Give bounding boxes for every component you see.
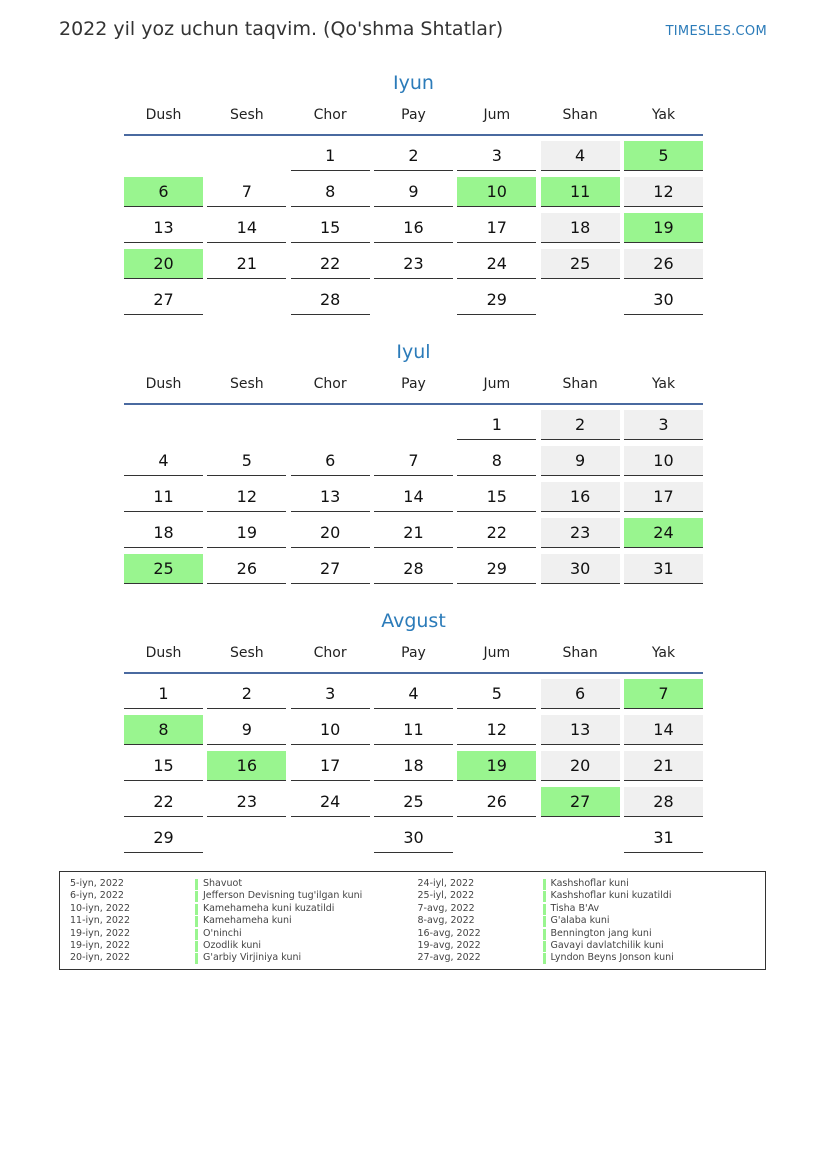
day-cell: 30 bbox=[624, 285, 703, 315]
holiday-name: Tisha B'Av bbox=[550, 902, 600, 914]
day-cell: 3 bbox=[291, 679, 370, 709]
weekday-label: Shan bbox=[562, 376, 598, 392]
weekday-label: Yak bbox=[651, 107, 676, 123]
day-cell: 20 bbox=[541, 751, 620, 781]
weekday-header bbox=[124, 100, 703, 130]
day-cell: 22 bbox=[291, 249, 370, 279]
legend-item bbox=[70, 903, 418, 915]
day-cell: 14 bbox=[374, 482, 453, 512]
weekday-label: Pay bbox=[401, 376, 426, 392]
day-cell: 24 bbox=[291, 787, 370, 817]
weekday-header bbox=[124, 369, 703, 399]
header-divider bbox=[124, 134, 703, 136]
day-cell: 13 bbox=[291, 482, 370, 512]
day-cell: 16 bbox=[541, 482, 620, 512]
day-cell: 14 bbox=[207, 213, 286, 243]
day-cell: 13 bbox=[541, 715, 620, 745]
holiday-name: Shavuot bbox=[203, 878, 243, 889]
day-cell: 13 bbox=[124, 213, 203, 243]
legend-item bbox=[70, 940, 418, 952]
day-cell: 28 bbox=[374, 554, 453, 584]
legend-item bbox=[70, 952, 418, 964]
weekday-header bbox=[124, 638, 703, 668]
holiday-marker bbox=[543, 904, 546, 915]
weekday-label: Dush bbox=[145, 645, 182, 661]
day-cell: 16 bbox=[207, 751, 286, 781]
holiday-marker bbox=[543, 929, 546, 940]
holiday-name: Kamehameha kuni bbox=[203, 915, 292, 927]
day-cell: 1 bbox=[457, 410, 536, 440]
day-cell: 15 bbox=[291, 213, 370, 243]
weekday-label: Yak bbox=[651, 376, 676, 392]
legend-item bbox=[418, 890, 766, 902]
holiday-date: 24-iyl, 2022 bbox=[417, 878, 475, 889]
day-cell: 26 bbox=[457, 787, 536, 817]
legend-item bbox=[418, 878, 766, 890]
legend-item bbox=[70, 915, 418, 927]
holiday-name: Kamehameha kuni kuzatildi bbox=[203, 902, 335, 914]
weekday-label: Chor bbox=[313, 376, 347, 392]
day-cell: 8 bbox=[124, 715, 203, 745]
day-cell: 22 bbox=[457, 518, 536, 548]
header-divider bbox=[124, 403, 703, 405]
day-cell: 10 bbox=[624, 446, 703, 476]
holiday-name: Ozodlik kuni bbox=[203, 939, 261, 951]
day-cell: 23 bbox=[207, 787, 286, 817]
holiday-legend bbox=[59, 871, 766, 970]
day-cell: 12 bbox=[624, 177, 703, 207]
day-cell: 20 bbox=[124, 249, 203, 279]
day-cell: 24 bbox=[624, 518, 703, 548]
holiday-marker bbox=[543, 953, 546, 964]
day-cell: 11 bbox=[541, 177, 620, 207]
day-cell: 17 bbox=[624, 482, 703, 512]
holiday-date: 5-iyn, 2022 bbox=[70, 878, 124, 889]
holiday-date: 7-avg, 2022 bbox=[417, 902, 475, 914]
empty-cell bbox=[374, 410, 453, 440]
month-title: Iyul bbox=[396, 341, 431, 363]
day-cell: 25 bbox=[124, 554, 203, 584]
day-cell: 4 bbox=[124, 446, 203, 476]
day-cell: 18 bbox=[541, 213, 620, 243]
page-title: 2022 yil yoz uchun taqvim. (Qo'shma Shtatlar) bbox=[59, 18, 504, 40]
weekday-label: Pay bbox=[401, 107, 426, 123]
day-cell: 8 bbox=[291, 177, 370, 207]
day-cell: 24 bbox=[457, 249, 536, 279]
holiday-date: 11-iyn, 2022 bbox=[70, 915, 131, 927]
day-grid bbox=[124, 410, 703, 584]
day-cell: 9 bbox=[541, 446, 620, 476]
empty-cell bbox=[207, 410, 286, 440]
day-cell: 30 bbox=[541, 554, 620, 584]
day-cell: 23 bbox=[374, 249, 453, 279]
holiday-name: G'arbiy Virjiniya kuni bbox=[203, 952, 302, 964]
legend-item bbox=[418, 915, 766, 927]
day-cell: 26 bbox=[207, 554, 286, 584]
day-cell: 2 bbox=[374, 141, 453, 171]
legend-item bbox=[418, 952, 766, 964]
day-cell: 12 bbox=[207, 482, 286, 512]
holiday-marker bbox=[195, 941, 198, 952]
day-cell: 4 bbox=[374, 679, 453, 709]
day-cell: 19 bbox=[624, 213, 703, 243]
day-cell: 8 bbox=[457, 446, 536, 476]
day-cell: 10 bbox=[457, 177, 536, 207]
day-cell: 18 bbox=[124, 518, 203, 548]
day-cell: 29 bbox=[124, 823, 203, 853]
holiday-name: O'ninchi bbox=[203, 927, 242, 939]
holiday-date: 27-avg, 2022 bbox=[417, 952, 481, 964]
day-cell: 6 bbox=[124, 177, 203, 207]
weekday-label: Yak bbox=[651, 645, 676, 661]
month-block bbox=[124, 339, 703, 584]
day-cell: 9 bbox=[374, 177, 453, 207]
day-cell: 23 bbox=[541, 518, 620, 548]
weekday-label: Pay bbox=[401, 645, 426, 661]
day-cell: 22 bbox=[124, 787, 203, 817]
day-cell: 7 bbox=[374, 446, 453, 476]
month-block bbox=[124, 608, 703, 853]
holiday-name: Kashshoflar kuni kuzatildi bbox=[550, 890, 672, 902]
holiday-marker bbox=[543, 941, 546, 952]
holiday-marker bbox=[195, 929, 198, 940]
day-cell: 18 bbox=[374, 751, 453, 781]
day-cell: 1 bbox=[291, 141, 370, 171]
day-cell: 27 bbox=[541, 787, 620, 817]
holiday-name: Lyndon Beyns Jonson kuni bbox=[550, 952, 674, 964]
day-cell: 29 bbox=[457, 285, 536, 315]
holiday-date: 16-avg, 2022 bbox=[417, 927, 481, 939]
day-cell: 14 bbox=[624, 715, 703, 745]
day-cell: 12 bbox=[457, 715, 536, 745]
holiday-marker bbox=[543, 891, 546, 902]
day-cell: 19 bbox=[457, 751, 536, 781]
weekday-label: Chor bbox=[313, 645, 347, 661]
legend-item bbox=[70, 878, 418, 890]
holiday-marker bbox=[195, 879, 198, 890]
day-cell: 2 bbox=[541, 410, 620, 440]
day-cell: 9 bbox=[207, 715, 286, 745]
day-cell: 3 bbox=[624, 410, 703, 440]
day-cell: 6 bbox=[291, 446, 370, 476]
day-cell: 7 bbox=[624, 679, 703, 709]
day-cell: 21 bbox=[624, 751, 703, 781]
empty-cell bbox=[207, 141, 286, 171]
day-grid bbox=[124, 679, 703, 853]
day-cell: 5 bbox=[624, 141, 703, 171]
holiday-marker bbox=[543, 916, 546, 927]
day-cell: 5 bbox=[207, 446, 286, 476]
header-divider bbox=[124, 672, 703, 674]
holiday-name: Gavayi davlatchilik kuni bbox=[550, 939, 664, 951]
holiday-date: 19-avg, 2022 bbox=[417, 939, 481, 951]
day-grid bbox=[124, 141, 703, 315]
weekday-label: Sesh bbox=[229, 645, 264, 661]
day-cell: 3 bbox=[457, 141, 536, 171]
empty-cell bbox=[124, 410, 203, 440]
day-cell: 1 bbox=[124, 679, 203, 709]
day-cell: 7 bbox=[207, 177, 286, 207]
holiday-name: Jefferson Devisning tug'ilgan kuni bbox=[203, 890, 363, 902]
holiday-marker bbox=[195, 916, 198, 927]
day-cell: 27 bbox=[291, 554, 370, 584]
day-cell: 17 bbox=[457, 213, 536, 243]
day-cell: 31 bbox=[624, 554, 703, 584]
day-cell: 11 bbox=[124, 482, 203, 512]
holiday-name: Kashshoflar kuni bbox=[550, 878, 629, 889]
legend-column bbox=[70, 878, 418, 969]
empty-cell bbox=[291, 410, 370, 440]
day-cell: 5 bbox=[457, 679, 536, 709]
day-cell: 20 bbox=[291, 518, 370, 548]
holiday-date: 19-iyn, 2022 bbox=[70, 927, 131, 939]
legend-column bbox=[418, 878, 766, 969]
weekday-label: Shan bbox=[562, 645, 598, 661]
weekday-label: Sesh bbox=[229, 376, 264, 392]
day-cell: 28 bbox=[291, 285, 370, 315]
holiday-date: 6-iyn, 2022 bbox=[70, 890, 124, 902]
brand-link[interactable]: TIMESLES.COM bbox=[665, 24, 767, 39]
day-cell: 31 bbox=[624, 823, 703, 853]
day-cell: 15 bbox=[124, 751, 203, 781]
empty-cell bbox=[124, 141, 203, 171]
holiday-marker bbox=[195, 904, 198, 915]
month-block bbox=[124, 70, 703, 315]
day-cell: 29 bbox=[457, 554, 536, 584]
day-cell: 10 bbox=[291, 715, 370, 745]
holiday-date: 20-iyn, 2022 bbox=[70, 952, 131, 964]
weekday-label: Jum bbox=[483, 645, 511, 661]
holiday-marker bbox=[195, 891, 198, 902]
weekday-label: Jum bbox=[483, 107, 511, 123]
weekday-label: Dush bbox=[145, 376, 182, 392]
day-cell: 28 bbox=[624, 787, 703, 817]
month-title: Iyun bbox=[393, 72, 434, 94]
day-cell: 19 bbox=[207, 518, 286, 548]
legend-item bbox=[418, 903, 766, 915]
day-cell: 26 bbox=[624, 249, 703, 279]
holiday-date: 8-avg, 2022 bbox=[417, 915, 475, 927]
weekday-label: Jum bbox=[483, 376, 511, 392]
day-cell: 6 bbox=[541, 679, 620, 709]
holiday-name: G'alaba kuni bbox=[550, 915, 610, 927]
holiday-marker bbox=[543, 879, 546, 890]
holiday-date: 25-iyl, 2022 bbox=[417, 890, 475, 902]
holiday-name: Bennington jang kuni bbox=[550, 927, 652, 939]
legend-item bbox=[70, 890, 418, 902]
day-cell: 2 bbox=[207, 679, 286, 709]
day-cell: 17 bbox=[291, 751, 370, 781]
day-cell: 30 bbox=[374, 823, 453, 853]
weekday-label: Sesh bbox=[229, 107, 264, 123]
holiday-marker bbox=[195, 953, 198, 964]
legend-item bbox=[70, 928, 418, 940]
day-cell: 25 bbox=[541, 249, 620, 279]
day-cell: 4 bbox=[541, 141, 620, 171]
weekday-label: Dush bbox=[145, 107, 182, 123]
day-cell: 21 bbox=[374, 518, 453, 548]
month-title: Avgust bbox=[381, 610, 446, 632]
legend-item bbox=[418, 940, 766, 952]
legend-item bbox=[418, 928, 766, 940]
day-cell: 27 bbox=[124, 285, 203, 315]
holiday-date: 10-iyn, 2022 bbox=[70, 902, 131, 914]
weekday-label: Chor bbox=[313, 107, 347, 123]
weekday-label: Shan bbox=[562, 107, 598, 123]
day-cell: 11 bbox=[374, 715, 453, 745]
day-cell: 25 bbox=[374, 787, 453, 817]
day-cell: 16 bbox=[374, 213, 453, 243]
holiday-date: 19-iyn, 2022 bbox=[70, 939, 131, 951]
day-cell: 21 bbox=[207, 249, 286, 279]
day-cell: 15 bbox=[457, 482, 536, 512]
